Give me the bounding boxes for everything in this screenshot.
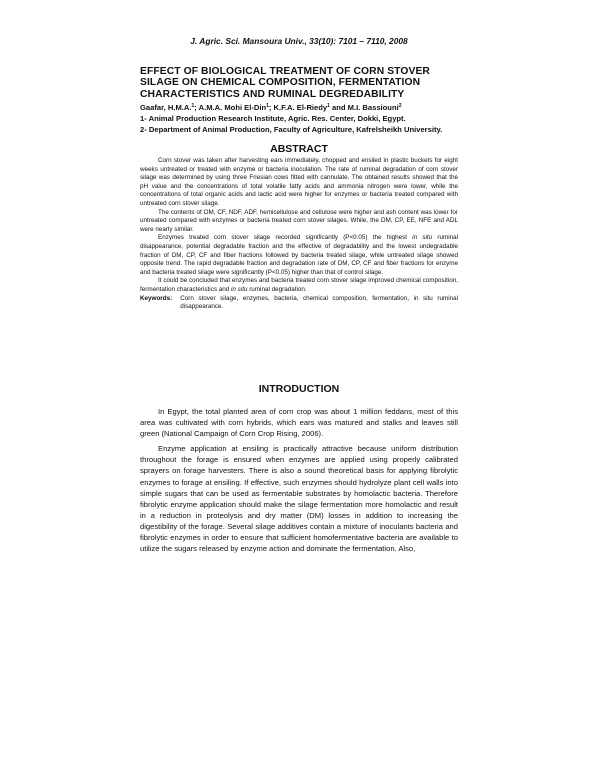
affiliation-marker: 1 — [266, 103, 269, 109]
affiliation-marker: 2 — [398, 103, 402, 109]
author-name: ; A.M.A. Mohi El-Din — [194, 103, 267, 112]
journal-citation: J. Agric. Sci. Mansoura Univ., 33(10): 7101 – 7110, 2008 — [190, 36, 408, 46]
keywords-label: Keywords: — [140, 294, 173, 302]
text-run: It could be concluded that enzymes and bacteria treated corn stover silage improved chemical composition, fermentation characteristics and — [140, 277, 458, 293]
affiliation-marker: 1 — [327, 103, 330, 109]
introduction-paragraph: Enzyme application at ensiling is practically attractive because uniform distribution throughout the forage is ensured when enzymes are applied using properly calibrated sprayers on forage harvesters. There is also a sound theoretical basis for applying fibrolytic enzymes to forage at ensiling. If effective, such enzymes should hydrolyze plant cell walls into simple sugars that can be used as fermentable substrates by homolactic bacteria. Therefore fibrolytic enzyme application should make the silage fermentation more homolactic and result in a reduction in proteolysis and dry matter (DM) losses in addition to increasing the digestibility of the forage. Several silage additives contain a mixture of inoculants bacteria and fibrolytic enzymes in order to ensure that sufficient homofermentative bacteria are available to utilize the sugars released by enzyme action and dominate the fermentation. Also, — [140, 444, 458, 554]
title-line: EFFECT OF BIOLOGICAL TREATMENT OF CORN STOVER — [140, 66, 430, 77]
author-name: and M.I. Bassiouni — [329, 103, 399, 112]
author-list — [140, 102, 458, 113]
affiliation: 1- Animal Production Research Institute, Agric. Res. Center, Dokki, Egypt. — [140, 114, 406, 123]
title-line: SILAGE ON CHEMICAL COMPOSITION, FERMENTATION — [140, 77, 421, 89]
abstract-paragraph: Corn stover was taken after harvesting ears immediately, chopped and ensiled in plastic buckets for eight weeks untreated or treated with enzyme or bacteria inoculation. The rate of ruminal degradation of corn stover silage was determined by using three Friesian cows fitted with cannulate. The obtained results showed that the pH value and the concentrations of total volatile fatty acids and ammonia nitrogen were lower, while the concentrations of total organic acids and lactic acid were higher for enzymes or bacteria treated compared with untreated corn stover silage. — [140, 157, 458, 207]
abstract-heading: ABSTRACT — [270, 143, 328, 155]
text-run: ruminal disappearance, potential degradable fraction and the effective of degradability and the lowest undegradable fraction of DM, CP, CF and fiber fractions followed by bacteria treated silage, while untreated silage showed opposite trend. The rapid degradable fraction and degradation rate of DM, CP, CF and fiber fractions for enzyme and bacteria treated silage were significantly (P<0.05) higher than that of control silage. — [140, 234, 458, 276]
author-block — [140, 102, 458, 135]
author-name: Gaafar, H.M.A. — [140, 103, 192, 112]
abstract-body — [140, 157, 458, 312]
abstract-paragraph — [140, 277, 458, 294]
italic-text: in situ — [231, 285, 248, 293]
affiliation-marker: 1 — [191, 103, 195, 109]
keywords-text: Corn stover silage, enzymes, bacteria, chemical composition, fermentation, in situ ruminal disappearance. — [180, 294, 458, 311]
text-run: ruminal degradation. — [247, 285, 307, 293]
introduction-heading: INTRODUCTION — [258, 383, 340, 395]
text-run: Enzymes treated corn stover silage recorded significantly (P<0.05) the highest — [158, 234, 413, 242]
italic-text: in situ — [412, 234, 433, 242]
author-name: ; K.F.A. El-Riedy — [268, 103, 328, 112]
abstract-paragraph — [140, 234, 458, 277]
title-line: CHARACTERISTICS AND RUMINAL DEGREDABILITY — [140, 88, 405, 100]
affiliation: 2- Department of Animal Production, Faculty of Agriculture, Kafrelsheikh University. — [140, 125, 443, 134]
introduction-body — [140, 406, 458, 554]
paper-title — [140, 66, 458, 100]
introduction-paragraph: In Egypt, the total planted area of corn crop was about 1 million feddans, most of this area was cultivated with corn hybrids, which ears was matured and stalks and leaves still green (National Campaign of Corn Crop Rising, 2006). — [140, 407, 458, 439]
abstract-paragraph: The contents of OM, CF, NDF, ADF, hemicellulose and cellulose were higher and ash content was lower for untreated compared with enzymes or bacteria treated corn stover silages. While, the DM, CP, EE, NFE and ADL were nearly similar. — [140, 208, 458, 233]
keywords — [140, 295, 458, 312]
